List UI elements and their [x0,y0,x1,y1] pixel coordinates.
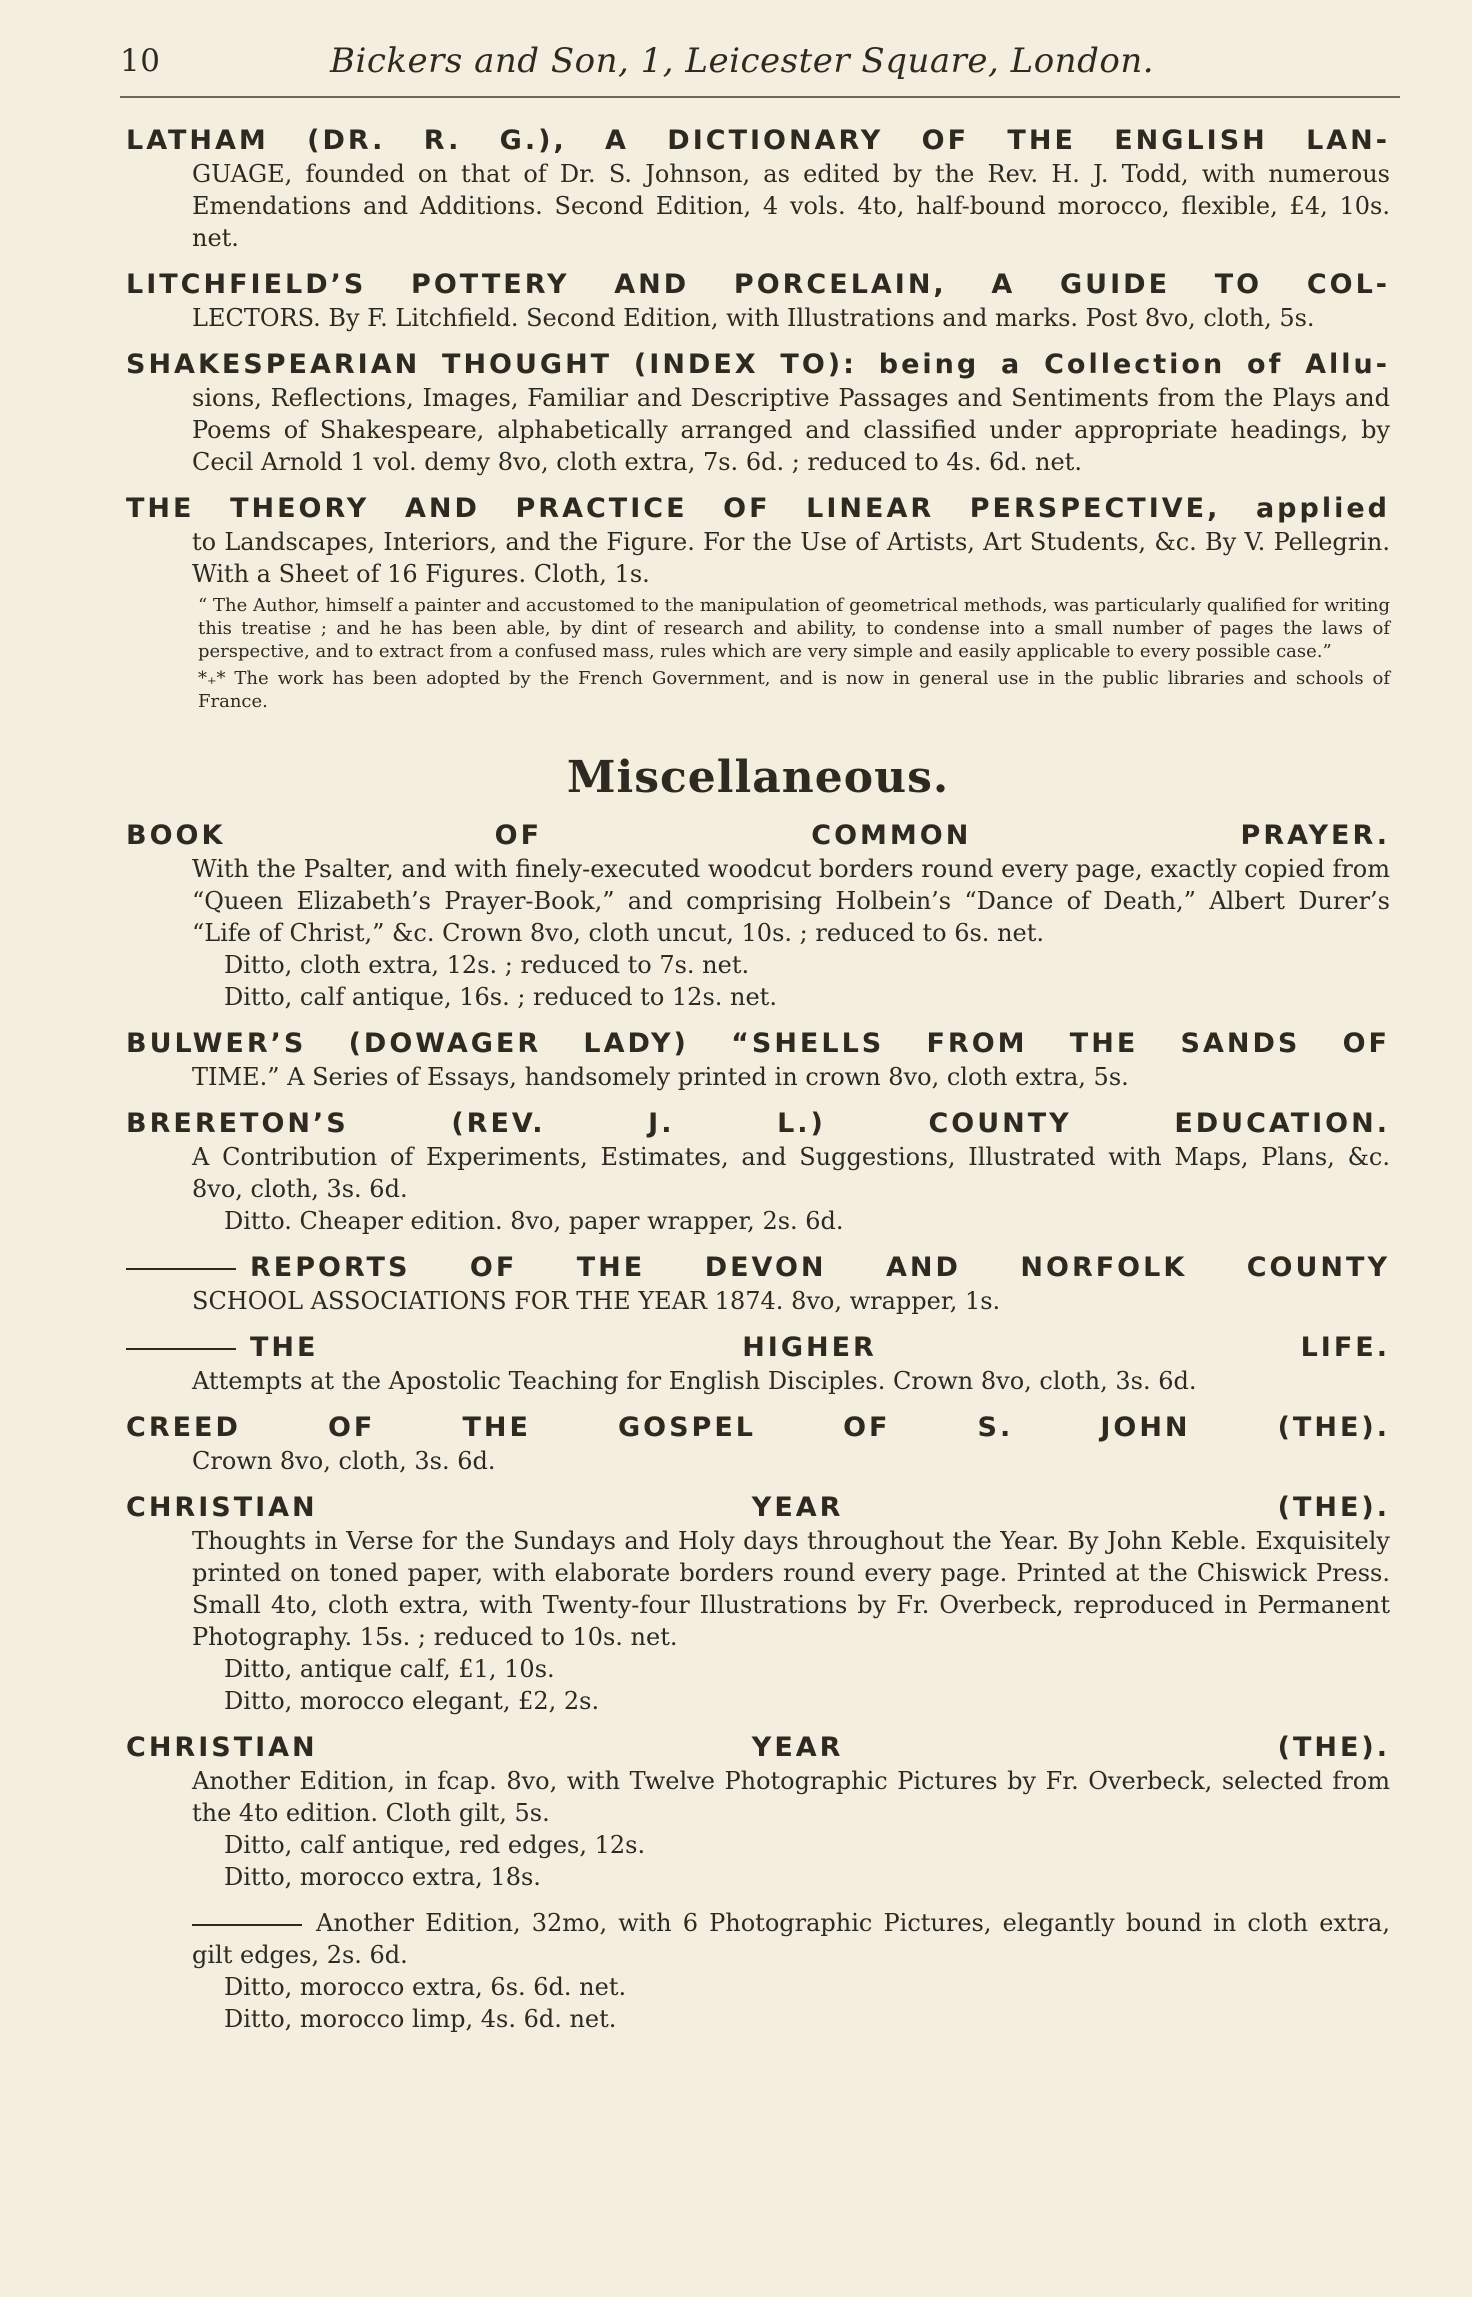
catalog-content [126,124,1390,2049]
entry-variant: Ditto, antique calf, £1, 10s. [224,1655,555,1683]
entry-body: With the Psalter, and with finely-executed woodcut borders round every page, exactly copied from “Queen Elizabeth’s Prayer-Book,” and comprising Holbein’s “Dance of Death,” Albert Durer’s “Life of Christ,” &c. Crown 8vo, cloth uncut, 10s. ; reduced to 6s. net. [192,855,1390,947]
entry-body: Another Edition, in fcap. 8vo, with Twelve Photographic Pictures by Fr. Overbeck, selected from the 4to edition. Cloth gilt, 5s. [192,1767,1390,1827]
entry-body-text: Another Edition, 32mo, with 6 Photographic Pictures, elegantly bound in cloth extra, gilt edges, 2s. 6d. [192,1909,1390,1969]
entry-devon-norfolk-reports [126,1251,1390,1317]
page-header [120,26,1400,98]
entry-body: Thoughts in Verse for the Sundays and Holy days throughout the Year. By John Keble. Exquisitely printed on toned paper, with elaborate borders round every page. Printed at the Chiswick Press. Small 4to, cloth extra, with Twenty-four Illustrations by Fr. Overbeck, reproduced in Permanent Photography. 15s. ; reduced to 10s. net. [192,1527,1390,1651]
entry-body: sions, Reflections, Images, Familiar and Descriptive Passages and Sentiments from the Plays and Poems of Shakespeare, alphabetically arranged and classified under appropriate headings, by Cecil Arnold 1 vol. demy 8vo, cloth extra, 7s. 6d. ; reduced to 4s. 6d. net. [192,384,1390,476]
entry-brereton [126,1107,1390,1237]
entry-body: GUAGE, founded on that of Dr. S. Johnson, as edited by the Rev. H. J. Todd, with numerous Emendations and Additions. Second Edition, 4 vols. 4to, half-bound morocco, flexible, £4, 10s. net. [192,160,1390,252]
entry-christian-year-1 [126,1491,1390,1717]
entry-latham [126,124,1390,254]
entry-christian-year-3 [126,1907,1390,2035]
entry-title-text: REPORTS OF THE DEVON AND NORFOLK COUNTY [250,1252,1390,1283]
entry-title: LATHAM (DR. R. G.), A DICTIONARY OF THE ENGLISH LAN- [126,125,1390,156]
publisher-line: Bickers and Son, 1, Leicester Square, London. [330,41,1155,81]
entry-title-text: THE HIGHER LIFE. [250,1332,1390,1363]
continuation-rule [192,1924,302,1926]
entry-variant: Ditto, morocco elegant, £2, 2s. [224,1687,600,1715]
entry-title: SHAKESPEARIAN THOUGHT (INDEX TO): being a Collection of Allu- [126,349,1390,380]
entry-title: BRERETON’S (REV. J. L.) COUNTY EDUCATION. [126,1108,1390,1139]
note-text: *₊* The work has been adopted by the French Government, and is now in general use in the public libraries and schools of France. [198,668,1390,712]
entry-title: CHRISTIAN YEAR (THE). [126,1492,1390,1523]
entry-title [126,1331,1390,1365]
entry-title: LITCHFIELD’S POTTERY AND PORCELAIN, A GUIDE TO COL- [126,269,1390,300]
entry-body: SCHOOL ASSOCIATIONS FOR THE YEAR 1874. 8vo, wrapper, 1s. [192,1287,1001,1315]
entry-christian-year-2 [126,1731,1390,1893]
adoption-note [198,667,1390,713]
entry-body: Crown 8vo, cloth, 3s. 6d. [192,1447,496,1475]
entry-title: BOOK OF COMMON PRAYER. [126,820,1390,851]
entry-body: A Contribution of Experiments, Estimates, and Suggestions, Illustrated with Maps, Plans, &c. 8vo, cloth, 3s. 6d. [192,1143,1390,1203]
entry-body [192,1907,1390,1971]
section-heading-miscellaneous: Miscellaneous. [566,752,950,803]
entry-title: CREED OF THE GOSPEL OF S. JOHN (THE). [126,1412,1390,1443]
continuation-rule [126,1268,236,1270]
quote-text: “ The Author, himself a painter and accustomed to the manipulation of geometrical methods, was particularly qualified for writing this treatise ; and he has been able, by dint of research and ability, to condense into a small number of pages the laws of perspective, and to extract from a confused mass, rules which are very simple and easily applicable to every possible case.” [198,595,1390,662]
page-number: 10 [120,43,161,79]
entry-title: BULWER’S (DOWAGER LADY) “SHELLS FROM THE SANDS OF [126,1028,1390,1059]
entry-body: LECTORS. By F. Litchfield. Second Edition, with Illustrations and marks. Post 8vo, cloth, 5s. [192,304,1315,332]
entry-variant: Ditto, morocco limp, 4s. 6d. net. [224,2005,617,2033]
continuation-rule [126,1348,236,1350]
entry-variant: Ditto, cloth extra, 12s. ; reduced to 7s. net. [224,951,750,979]
entry-body: TIME.” A Series of Essays, handsomely printed in crown 8vo, cloth extra, 5s. [192,1063,1129,1091]
entry-shakespearian-thought [126,348,1390,478]
entry-body: Attempts at the Apostolic Teaching for English Disciples. Crown 8vo, cloth, 3s. 6d. [192,1367,1197,1395]
entry-litchfield [126,268,1390,334]
entry-variant: Ditto, morocco extra, 18s. [224,1863,541,1891]
entry-variant: Ditto, morocco extra, 6s. 6d. net. [224,1973,627,2001]
entry-variant: Ditto. Cheaper edition. 8vo, paper wrapper, 2s. 6d. [224,1207,844,1235]
entry-body: to Landscapes, Interiors, and the Figure. For the Use of Artists, Art Students, &c. By V. Pellegrin. With a Sheet of 16 Figures. Cloth, 1s. [192,528,1390,588]
entry-higher-life [126,1331,1390,1397]
entry-variant: Ditto, calf antique, red edges, 12s. [224,1831,646,1859]
entry-variant: Ditto, calf antique, 16s. ; reduced to 12s. net. [224,983,777,1011]
entry-title: CHRISTIAN YEAR (THE). [126,1732,1390,1763]
entry-title [126,1251,1390,1285]
entry-common-prayer [126,819,1390,1013]
entry-linear-perspective [126,492,1390,713]
entry-title: THE THEORY AND PRACTICE OF LINEAR PERSPECTIVE, applied [126,493,1390,524]
review-quote [198,594,1390,663]
entry-creed-gospel-john [126,1411,1390,1477]
entry-bulwer [126,1027,1390,1093]
